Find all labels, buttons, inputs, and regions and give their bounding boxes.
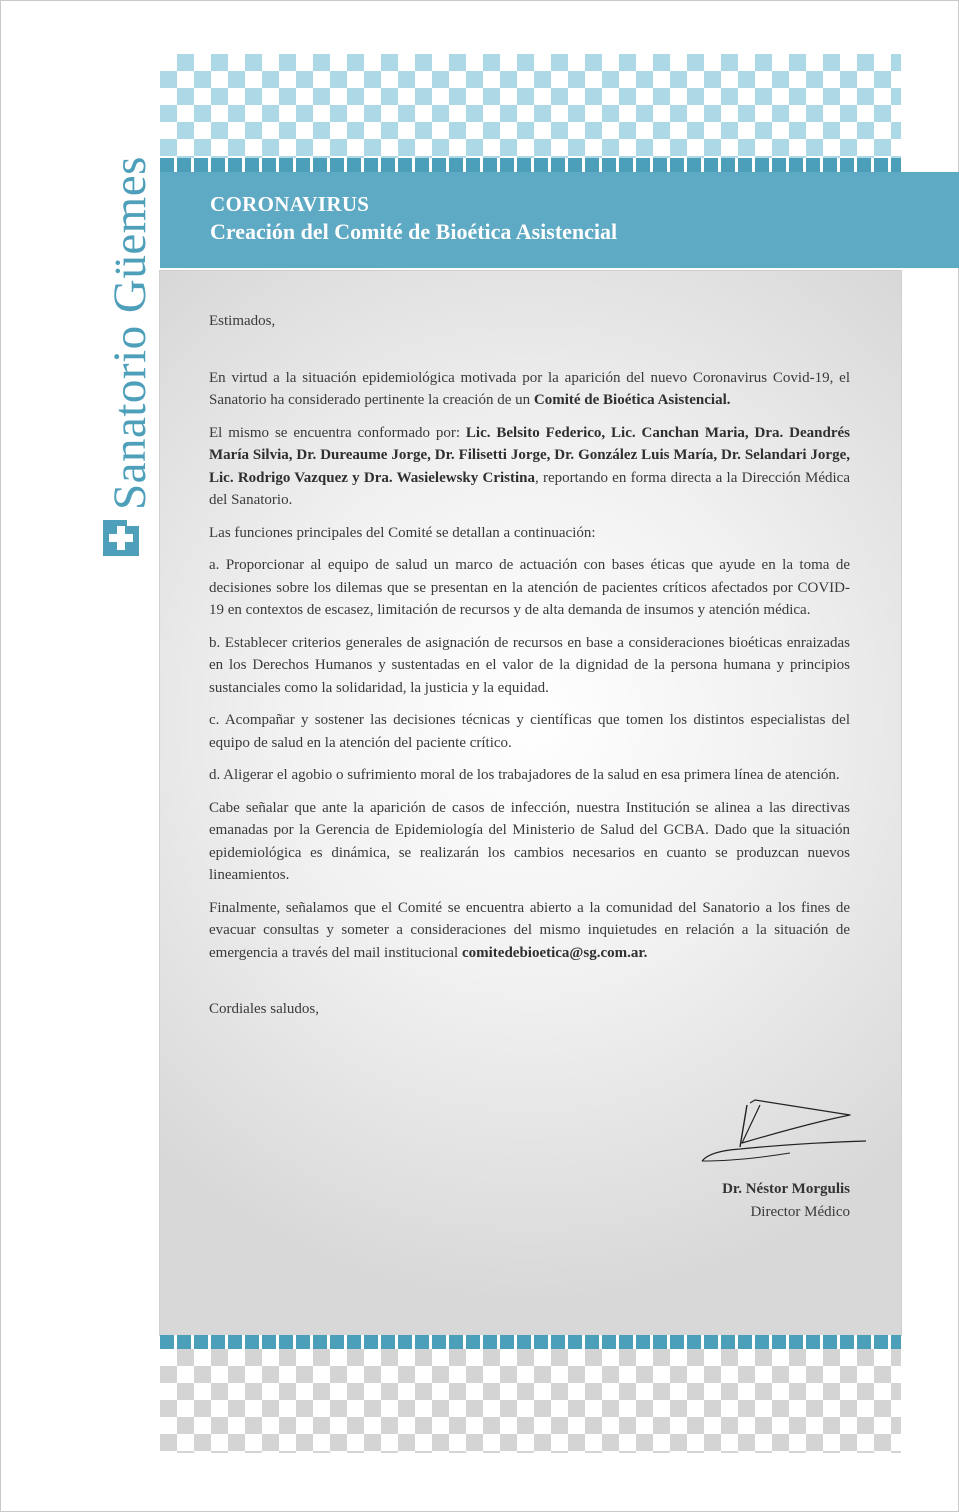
- committee-name: Comité de Bioética Asistencial.: [533, 392, 731, 408]
- logo-text: Sanatorio Güemes: [104, 156, 156, 510]
- greeting: Estimados,: [209, 313, 276, 329]
- function-item-c: c. Acompañar y sostener las decisiones técnicas y científicas que tomen los distintos especialistas del equipo de salud en la atención del paciente crítico.: [209, 712, 850, 751]
- functions-intro: Las funciones principales del Comité se detallan a continuación:: [209, 524, 596, 541]
- function-item-a: a. Proporcionar al equipo de salud un marco de actuación con bases éticas que ayude en la toma de decisiones sobre los dilemas que se presentan en la atención de pacientes críticos afectados por COVID-19 en contextos de escasez, limitación de recursos y de alta demanda de insumos y atención médica.: [209, 557, 850, 618]
- paragraph-4: Cabe señalar que ante la aparición de casos de infección, nuestra Institución se alinea a las directivas emanadas por la Gerencia de Epidemiología del Ministerio de Salud del GCBA. Dado que la situación epidemiológica es dinámica, se realizarán los cambios necesarios en cuanto se produzcan nuevos lineamientos.: [209, 799, 850, 883]
- bottom-blue-strip: [160, 1335, 901, 1349]
- paragraph-5-text: Finalmente, señalamos que el Comité se encuentra abierto a la comunidad del Sanatorio a los fines de evacuar consultas y someter a consideraciones del mismo inquietudes en relación a la situación de emergencia a través del mail institucional: [209, 899, 850, 961]
- committee-members: Lic. Belsito Federico, Lic. Canchan Maria, Dra. Deandrés María Silvia, Dr. Dureaume Jorge, Dr. Filisetti Jorge, Dr. González Luis María, Dr. Selandari Jorge, Lic. Rodrigo Vazquez y Dra. Wasielewsky Cristina: [209, 424, 850, 486]
- closing: Cordiales saludos,: [209, 1001, 319, 1017]
- contact-email[interactable]: comitedebioetica@sg.com.ar.: [461, 944, 648, 961]
- header-subtitle: Creación del Comité de Bioética Asistencial: [210, 219, 618, 244]
- paragraph-2: [209, 422, 850, 512]
- paragraph-1: [209, 367, 850, 412]
- paragraph-2-outro: , reportando en forma directa a la Dirección Médica del Sanatorio.: [209, 469, 850, 508]
- paragraph-5: [209, 897, 850, 965]
- signatory-role: Director Médico: [750, 1204, 850, 1220]
- header-title: CORONAVIRUS: [210, 192, 370, 216]
- top-mosaic-decoration: [160, 54, 901, 158]
- bottom-mosaic-decoration: [160, 1349, 901, 1453]
- signature-icon: [700, 1095, 870, 1170]
- paragraph-1-text: En virtud a la situación epidemiológica motivada por la aparición del nuevo Coronavirus Covid-19, el Sanatorio ha considerado pertinente la creación de un: [209, 369, 850, 408]
- sanatorio-logo-icon: [103, 520, 139, 556]
- top-blue-strip: [160, 158, 901, 172]
- signatory-name: Dr. Néstor Morgulis: [722, 1181, 850, 1197]
- paragraph-2-intro: El mismo se encuentra conformado por:: [209, 424, 466, 441]
- function-item-b: b. Establecer criterios generales de asignación de recursos en base a consideraciones bioéticas enraizadas en los Derechos Humanos y sustentadas en el valor de la dignidad de la persona humana y principios sustanciales como la solidaridad, la justicia y la equidad.: [209, 634, 850, 696]
- function-item-d: d. Aligerar el agobio o sufrimiento moral de los trabajadores de la salud en esa primera línea de atención.: [209, 767, 840, 783]
- letter-body: [209, 310, 850, 1031]
